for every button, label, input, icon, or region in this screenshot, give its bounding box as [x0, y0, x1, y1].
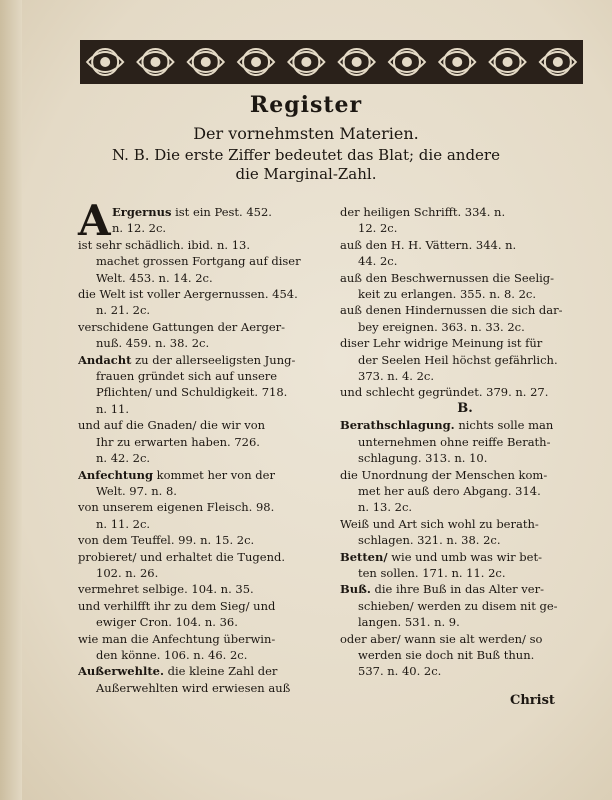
entry-text: Außerwehlten wird erwiesen auß: [96, 680, 291, 695]
entry-text: met her auß dero Abgang. 314.: [358, 483, 541, 498]
entry-text: Ihr zu erwarten haben. 726.: [96, 434, 260, 449]
entry-line: [340, 237, 590, 253]
entry-line: [78, 549, 328, 565]
register-title: Register: [249, 92, 363, 118]
entry-text: zu der allerseeligsten Jung-: [135, 352, 296, 367]
entry-text: auß denen Hindernussen die sich dar-: [340, 303, 563, 318]
index-entry: [340, 270, 590, 303]
entry-line: [340, 450, 590, 466]
entry-line: [340, 483, 590, 499]
book-gutter: [0, 0, 22, 800]
entry-line: [78, 565, 328, 581]
entry-keyword: Außerwehlte.: [78, 664, 164, 679]
entry-text: ten sollen. 171. n. 11. 2c.: [358, 565, 506, 580]
index-entry: [340, 417, 590, 466]
index-entry: [340, 384, 590, 400]
entry-text: auß den H. H. Vättern. 344. n.: [340, 237, 517, 252]
index-entry: [340, 631, 590, 680]
entry-text: wie und umb was wir bet-: [391, 549, 542, 564]
entry-line: [340, 532, 590, 548]
entry-text: n. 42. 2c.: [96, 451, 151, 466]
entry-line: [78, 450, 328, 466]
entry-text: von unserem eigenen Fleisch. 98.: [78, 500, 275, 515]
entry-text: ist ein Pest. 452.: [175, 205, 272, 219]
entry-keyword: Buß.: [340, 582, 371, 597]
entry-text: keit zu erlangen. 355. n. 8. 2c.: [358, 287, 536, 302]
entry-line: [340, 499, 590, 515]
entry-text: schlagung. 313. n. 10.: [358, 451, 488, 466]
entry-line: [78, 253, 328, 269]
entry-line: [78, 286, 328, 302]
drop-cap-letter: A: [78, 196, 111, 245]
index-entry: [340, 335, 590, 384]
entry-line: [78, 483, 328, 499]
entry-text: diser Lehr widrige Meinung ist für: [340, 336, 543, 351]
index-entry: [78, 319, 328, 352]
entry-text: die ihre Buß in das Alter ver-: [374, 582, 544, 597]
entry-line: [78, 499, 328, 515]
entry-text: ewiger Cron. 104. n. 36.: [96, 615, 238, 630]
entry-text: schlagen. 321. n. 38. 2c.: [358, 533, 501, 548]
entry-line: [340, 302, 590, 318]
entry-text: n. 21. 2c.: [96, 303, 151, 318]
entry-line: [78, 335, 328, 351]
entry-text: machet grossen Fortgang auf diser: [96, 254, 301, 269]
entry-line: [78, 368, 328, 384]
entry-text: der heiligen Schrifft. 334. n.: [340, 205, 506, 219]
entry-text: die kleine Zahl der: [167, 664, 278, 679]
entry-line: [340, 270, 590, 286]
entry-line: [340, 614, 590, 630]
entry-text: 44. 2c.: [358, 254, 398, 269]
register-note: [0, 146, 612, 184]
entry-text: und auf die Gnaden/ die wir von: [78, 418, 266, 433]
entry-line: [340, 368, 590, 384]
entry-text: ist sehr schädlich. ibid. n. 13.: [78, 237, 251, 252]
entry-text: n. 11. 2c.: [96, 516, 151, 531]
entry-line: [78, 434, 328, 450]
entry-text: die Welt ist voller Aergernussen. 454.: [78, 287, 298, 302]
ornamental-header-band: [80, 40, 583, 84]
entry-line: [340, 467, 590, 483]
entry-line: [340, 352, 590, 368]
entry-text: die Unordnung der Menschen kom-: [340, 467, 548, 482]
entry-line: [78, 598, 328, 614]
index-entry: [340, 204, 590, 237]
entry-line: [340, 319, 590, 335]
entry-line: [340, 647, 590, 663]
entry-text: frauen gründet sich auf unsere: [96, 369, 278, 384]
entry-line: [78, 270, 328, 286]
index-column-left: [78, 196, 328, 696]
index-entry: [78, 549, 328, 582]
index-entry: [340, 581, 590, 630]
entry-keyword: Berathschlagung.: [340, 418, 455, 433]
index-entry: [78, 237, 328, 286]
entry-line: [340, 335, 590, 351]
entry-line: [78, 237, 328, 253]
entry-line: [78, 680, 328, 696]
entry-line: [340, 286, 590, 302]
entry-line: [78, 319, 328, 335]
entry-line: [340, 253, 590, 269]
entry-line: [78, 516, 328, 532]
entry-text: Welt. 97. n. 8.: [96, 483, 177, 498]
entry-text: und verhilfft ihr zu dem Sieg/ und: [78, 598, 276, 613]
entry-line: [340, 384, 590, 400]
entry-text: von dem Teuffel. 99. n. 15. 2c.: [78, 533, 255, 548]
entry-line: [78, 614, 328, 630]
entry-line: [78, 647, 328, 663]
entry-keyword: Ergernus: [112, 205, 172, 219]
note-line-1: N. B. Die erste Ziffer bedeutet das Blat; die andere: [112, 146, 500, 164]
entry-text: vermehret selbige. 104. n. 35.: [78, 582, 254, 597]
index-entry: [78, 631, 328, 664]
entry-line: [340, 581, 590, 597]
section-letter: B.: [457, 400, 473, 416]
entry-text: der Seelen Heil höchst gefährlich.: [358, 352, 558, 367]
entry-text: nichts solle man: [458, 418, 554, 433]
index-entry: [78, 581, 328, 597]
entry-keyword: Betten/: [340, 549, 388, 564]
entry-text: n. 13. 2c.: [358, 500, 413, 515]
entry-line: [78, 532, 328, 548]
entry-text: oder aber/ wann sie alt werden/ so: [340, 631, 543, 646]
index-entry: [78, 532, 328, 548]
entry-line: [340, 565, 590, 581]
entry-line: [78, 220, 328, 236]
index-entry: [78, 663, 328, 696]
entry-line: [340, 417, 590, 433]
entry-line: [78, 401, 328, 417]
entry-line: [78, 581, 328, 597]
entry-line: [78, 352, 328, 368]
index-entry: [78, 286, 328, 319]
entry-line: [78, 631, 328, 647]
index-entry: [78, 467, 328, 500]
entry-line: [78, 302, 328, 318]
entry-line: [340, 516, 590, 532]
entry-line: [340, 434, 590, 450]
entry-line: [340, 631, 590, 647]
entry-text: 373. n. 4. 2c.: [358, 369, 435, 384]
index-entry: [78, 417, 328, 466]
index-entry: [340, 237, 590, 270]
entry-text: Welt. 453. n. 14. 2c.: [96, 270, 213, 285]
index-entry: [78, 352, 328, 418]
entry-text: Weiß und Art sich wohl zu berath-: [340, 516, 539, 531]
entry-line: [78, 663, 328, 679]
entry-line: [340, 598, 590, 614]
index-entry: [340, 467, 590, 516]
entry-text: werden sie doch nit Buß thun.: [358, 647, 535, 662]
entry-line: [78, 417, 328, 433]
entry-text: unternehmen ohne reiffe Berath-: [358, 434, 551, 449]
entry-keyword: Anfechtung: [78, 467, 153, 482]
index-entry: [340, 302, 590, 335]
entry-line: [340, 549, 590, 565]
entry-keyword: Andacht: [78, 352, 132, 367]
index-entry: [340, 516, 590, 549]
entry-text: 537. n. 40. 2c.: [358, 664, 442, 679]
index-column-right: [340, 204, 590, 680]
entry-text: wie man die Anfechtung überwin-: [78, 631, 276, 646]
entry-text: verschidene Gattungen der Aerger-: [78, 319, 286, 334]
entry-text: kommet her von der: [156, 467, 275, 482]
index-entry: [340, 401, 590, 417]
entry-line: [78, 467, 328, 483]
catchword: Christ: [510, 693, 555, 708]
entry-text: Pflichten/ und Schuldigkeit. 718.: [96, 385, 288, 400]
entry-text: n. 12. 2c.: [112, 221, 167, 236]
entry-text: nuß. 459. n. 38. 2c.: [96, 336, 210, 351]
entry-text: 102. n. 26.: [96, 565, 159, 580]
entry-line: [78, 384, 328, 400]
note-line-2: die Marginal-Zahl.: [235, 165, 377, 183]
index-entry: [78, 598, 328, 631]
entry-text: auß den Beschwernussen die Seelig-: [340, 270, 555, 285]
entry-text: schieben/ werden zu disem nit ge-: [358, 598, 558, 613]
index-entry: [78, 499, 328, 532]
entry-text: langen. 531. n. 9.: [358, 615, 460, 630]
entry-text: den könne. 106. n. 46. 2c.: [96, 647, 248, 662]
entry-text: probieret/ und erhaltet die Tugend.: [78, 549, 286, 564]
register-subtitle: Der vornehmsten Materien.: [193, 124, 419, 143]
entry-text: n. 11.: [96, 401, 130, 416]
entry-line: [340, 663, 590, 679]
entry-text: und schlecht gegründet. 379. n. 27.: [340, 385, 549, 400]
entry-line: [78, 204, 328, 220]
entry-text: 12. 2c.: [358, 221, 398, 236]
entry-line: [340, 204, 590, 220]
index-entry: [340, 549, 590, 582]
entry-text: bey ereignen. 363. n. 33. 2c.: [358, 319, 525, 334]
entry-line: [340, 220, 590, 236]
